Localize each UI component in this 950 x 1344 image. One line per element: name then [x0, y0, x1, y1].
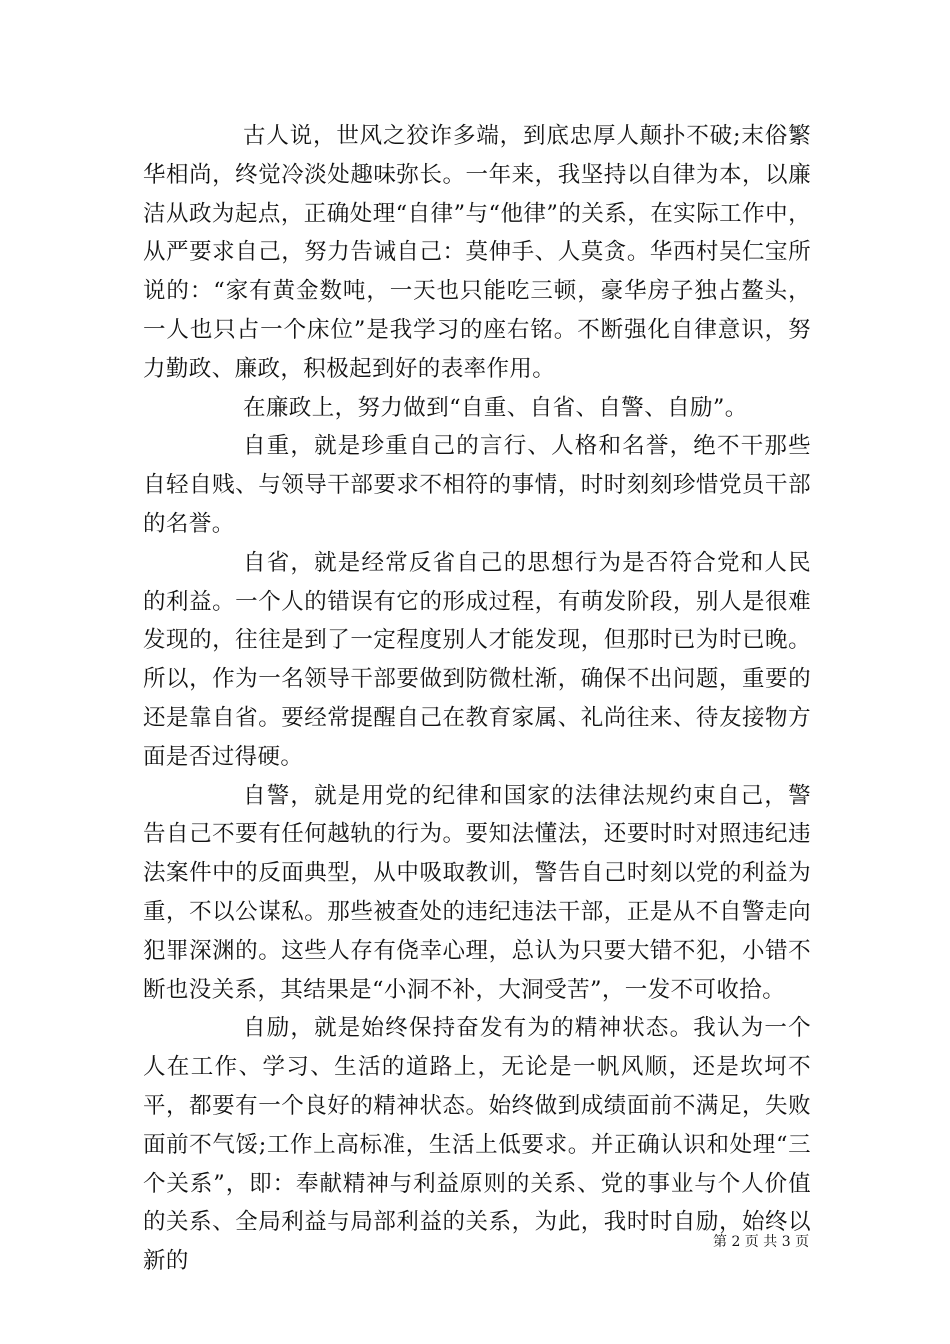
document-body: [143, 117, 811, 1281]
paragraph-self-encouragement: 自励，就是始终保持奋发有为的精神状态。我认为一个人在工作、学习、生活的道路上，无论是一帆风顺，还是坎坷不平，都要有一个良好的精神状态。始终做到成绩面前不满足，失败面前不气馁;工作上高标准，生活上低要求。并正确认识和处理“三个关系”，即：奉献精神与利益原则的关系、党的事业与个人价值的关系、全局利益与局部利益的关系，为此，我时时自励，始终以新的: [143, 1015, 811, 1275]
paragraph-intro: 古人说，世风之狡诈多端，到底忠厚人颠扑不破;末俗繁华相尚，终觉冷淡处趣味弥长。一年来，我坚持以自律为本，以廉洁从政为起点，正确处理“自律”与“他律”的关系，在实际工作中，从严要求自己，努力告诫自己：莫伸手、人莫贪。华西村吴仁宝所说的：“家有黄金数吨，一天也只能吃三顿，豪华房子独占鳌头，一人也只占一个床位”是我学习的座右铭。不断强化自律意识，努力勤政、廉政，积极起到好的表率作用。: [143, 123, 811, 382]
page-number: 第 2 页 共 3 页: [713, 1234, 810, 1250]
paragraph-self-reflection: 自省，就是经常反省自己的思想行为是否符合党和人民的利益。一个人的错误有它的形成过程，有萌发阶段，别人是很难发现的，往往是到了一定程度别人才能发现，但那时已为时已晚。所以，作为一名领导干部要做到防微杜渐，确保不出问题，重要的还是靠自省。要经常提醒自己在教育家属、礼尚往来、待友接物方面是否过得硬。: [143, 549, 811, 770]
paragraph-self-warning: 自警，就是用党的纪律和国家的法律法规约束自己，警告自己不要有任何越轨的行为。要知法懂法，还要时时对照违纪违法案件中的反面典型，从中吸取教训，警告自己时刻以党的利益为重，不以公谋私。那些被查处的违纪违法干部，正是从不自警走向犯罪深渊的。这些人存有侥幸心理，总认为只要大错不犯，小错不断也没关系，其结果是“小洞不补，大洞受苦”，一发不可收拾。: [143, 782, 811, 1003]
paragraph-self-respect: 自重，就是珍重自己的言行、人格和名誉，绝不干那些自轻自贱、与领导干部要求不相符的事情，时时刻刻珍惜党员干部的名誉。: [143, 433, 811, 537]
paragraph-clean-governance: 在廉政上，努力做到“自重、自省、自警、自励”。: [243, 394, 748, 421]
